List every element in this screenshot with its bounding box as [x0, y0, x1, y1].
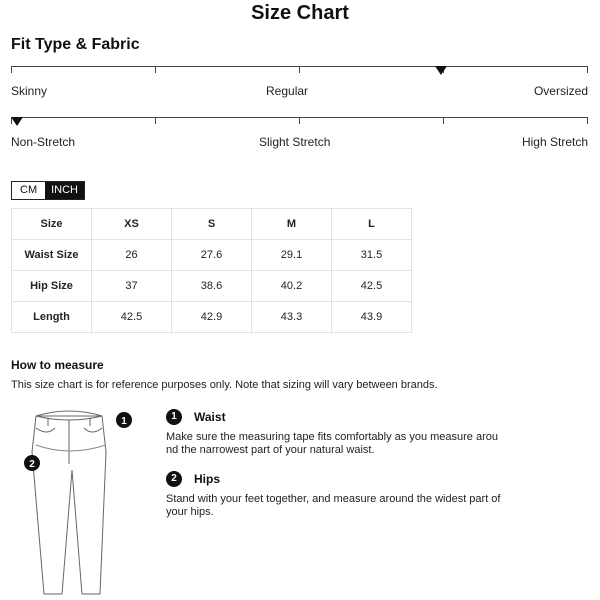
table-row	[12, 271, 412, 302]
fabric-scale	[11, 117, 588, 151]
fabric-label-non-stretch: Non-Stretch	[11, 135, 76, 149]
hips-description-line: Stand with your feet together, and measure around the widest part of	[166, 493, 501, 505]
waist-description-line: Make sure the measuring tape fits comfortably as you measure arou	[166, 431, 498, 443]
fit-type-label-oversized: Oversized	[533, 84, 588, 98]
table-cell: 42.9	[172, 302, 252, 333]
pants-diagram-icon	[22, 402, 142, 597]
table-cell: 43.3	[252, 302, 332, 333]
table-header-cell: L	[332, 209, 412, 240]
row-label: Length	[12, 302, 92, 333]
waist-description-line: nd the narrowest part of your natural waist.	[166, 444, 375, 456]
fit-type-tick	[155, 66, 156, 73]
hips-title: Hips	[194, 472, 221, 486]
page-title: Size Chart	[251, 2, 349, 24]
triangle-down-icon	[435, 66, 447, 75]
fit-type-label-regular: Regular	[266, 84, 309, 98]
measure-item-hips	[166, 471, 556, 523]
table-cell: 38.6	[172, 271, 252, 302]
size-table	[11, 208, 412, 333]
fit-type-tick	[11, 66, 12, 73]
table-cell: 26	[92, 240, 172, 271]
fabric-label-high-stretch: High Stretch	[521, 135, 588, 149]
unit-toggle	[11, 181, 85, 200]
fabric-tick	[443, 117, 444, 124]
row-label: Hip Size	[12, 271, 92, 302]
hips-marker-label: 2	[29, 459, 35, 470]
fabric-label-slight-stretch: Slight Stretch	[259, 135, 331, 149]
table-cell: 27.6	[172, 240, 252, 271]
reference-note: This size chart is for reference purposes only. Note that sizing will vary between brands.	[11, 379, 438, 391]
table-row	[12, 240, 412, 271]
waist-title: Waist	[194, 410, 226, 424]
table-header-cell: S	[172, 209, 252, 240]
fit-type-scale	[11, 66, 588, 100]
unit-inch-button[interactable]: INCH	[45, 182, 84, 199]
table-header-cell: M	[252, 209, 332, 240]
hips-description	[166, 493, 551, 519]
fit-type-tick	[299, 66, 300, 73]
waist-number-badge: 1	[166, 409, 182, 425]
table-cell: 43.9	[332, 302, 412, 333]
waist-marker-label: 1	[121, 416, 127, 427]
row-label: Waist Size	[12, 240, 92, 271]
table-cell: 37	[92, 271, 172, 302]
table-header-cell: Size	[12, 209, 92, 240]
table-row	[12, 302, 412, 333]
how-to-measure-title: How to measure	[11, 358, 104, 372]
fit-type-label-skinny: Skinny	[11, 84, 48, 98]
table-cell: 31.5	[332, 240, 412, 271]
unit-cm-button[interactable]: CM	[20, 184, 38, 196]
fabric-tick	[587, 117, 588, 124]
table-cell: 29.1	[252, 240, 332, 271]
waist-description	[166, 431, 551, 457]
hips-description-line: your hips.	[166, 506, 214, 518]
hips-number-badge: 2	[166, 471, 182, 487]
measure-item-waist	[166, 409, 556, 461]
fabric-tick	[299, 117, 300, 124]
table-cell: 40.2	[252, 271, 332, 302]
fit-section-title: Fit Type & Fabric	[11, 36, 140, 53]
fit-type-tick	[587, 66, 588, 73]
table-cell: 42.5	[92, 302, 172, 333]
triangle-down-icon	[11, 117, 23, 126]
table-header-cell: XS	[92, 209, 172, 240]
table-cell: 42.5	[332, 271, 412, 302]
table-header-row	[12, 209, 412, 240]
fabric-tick	[155, 117, 156, 124]
